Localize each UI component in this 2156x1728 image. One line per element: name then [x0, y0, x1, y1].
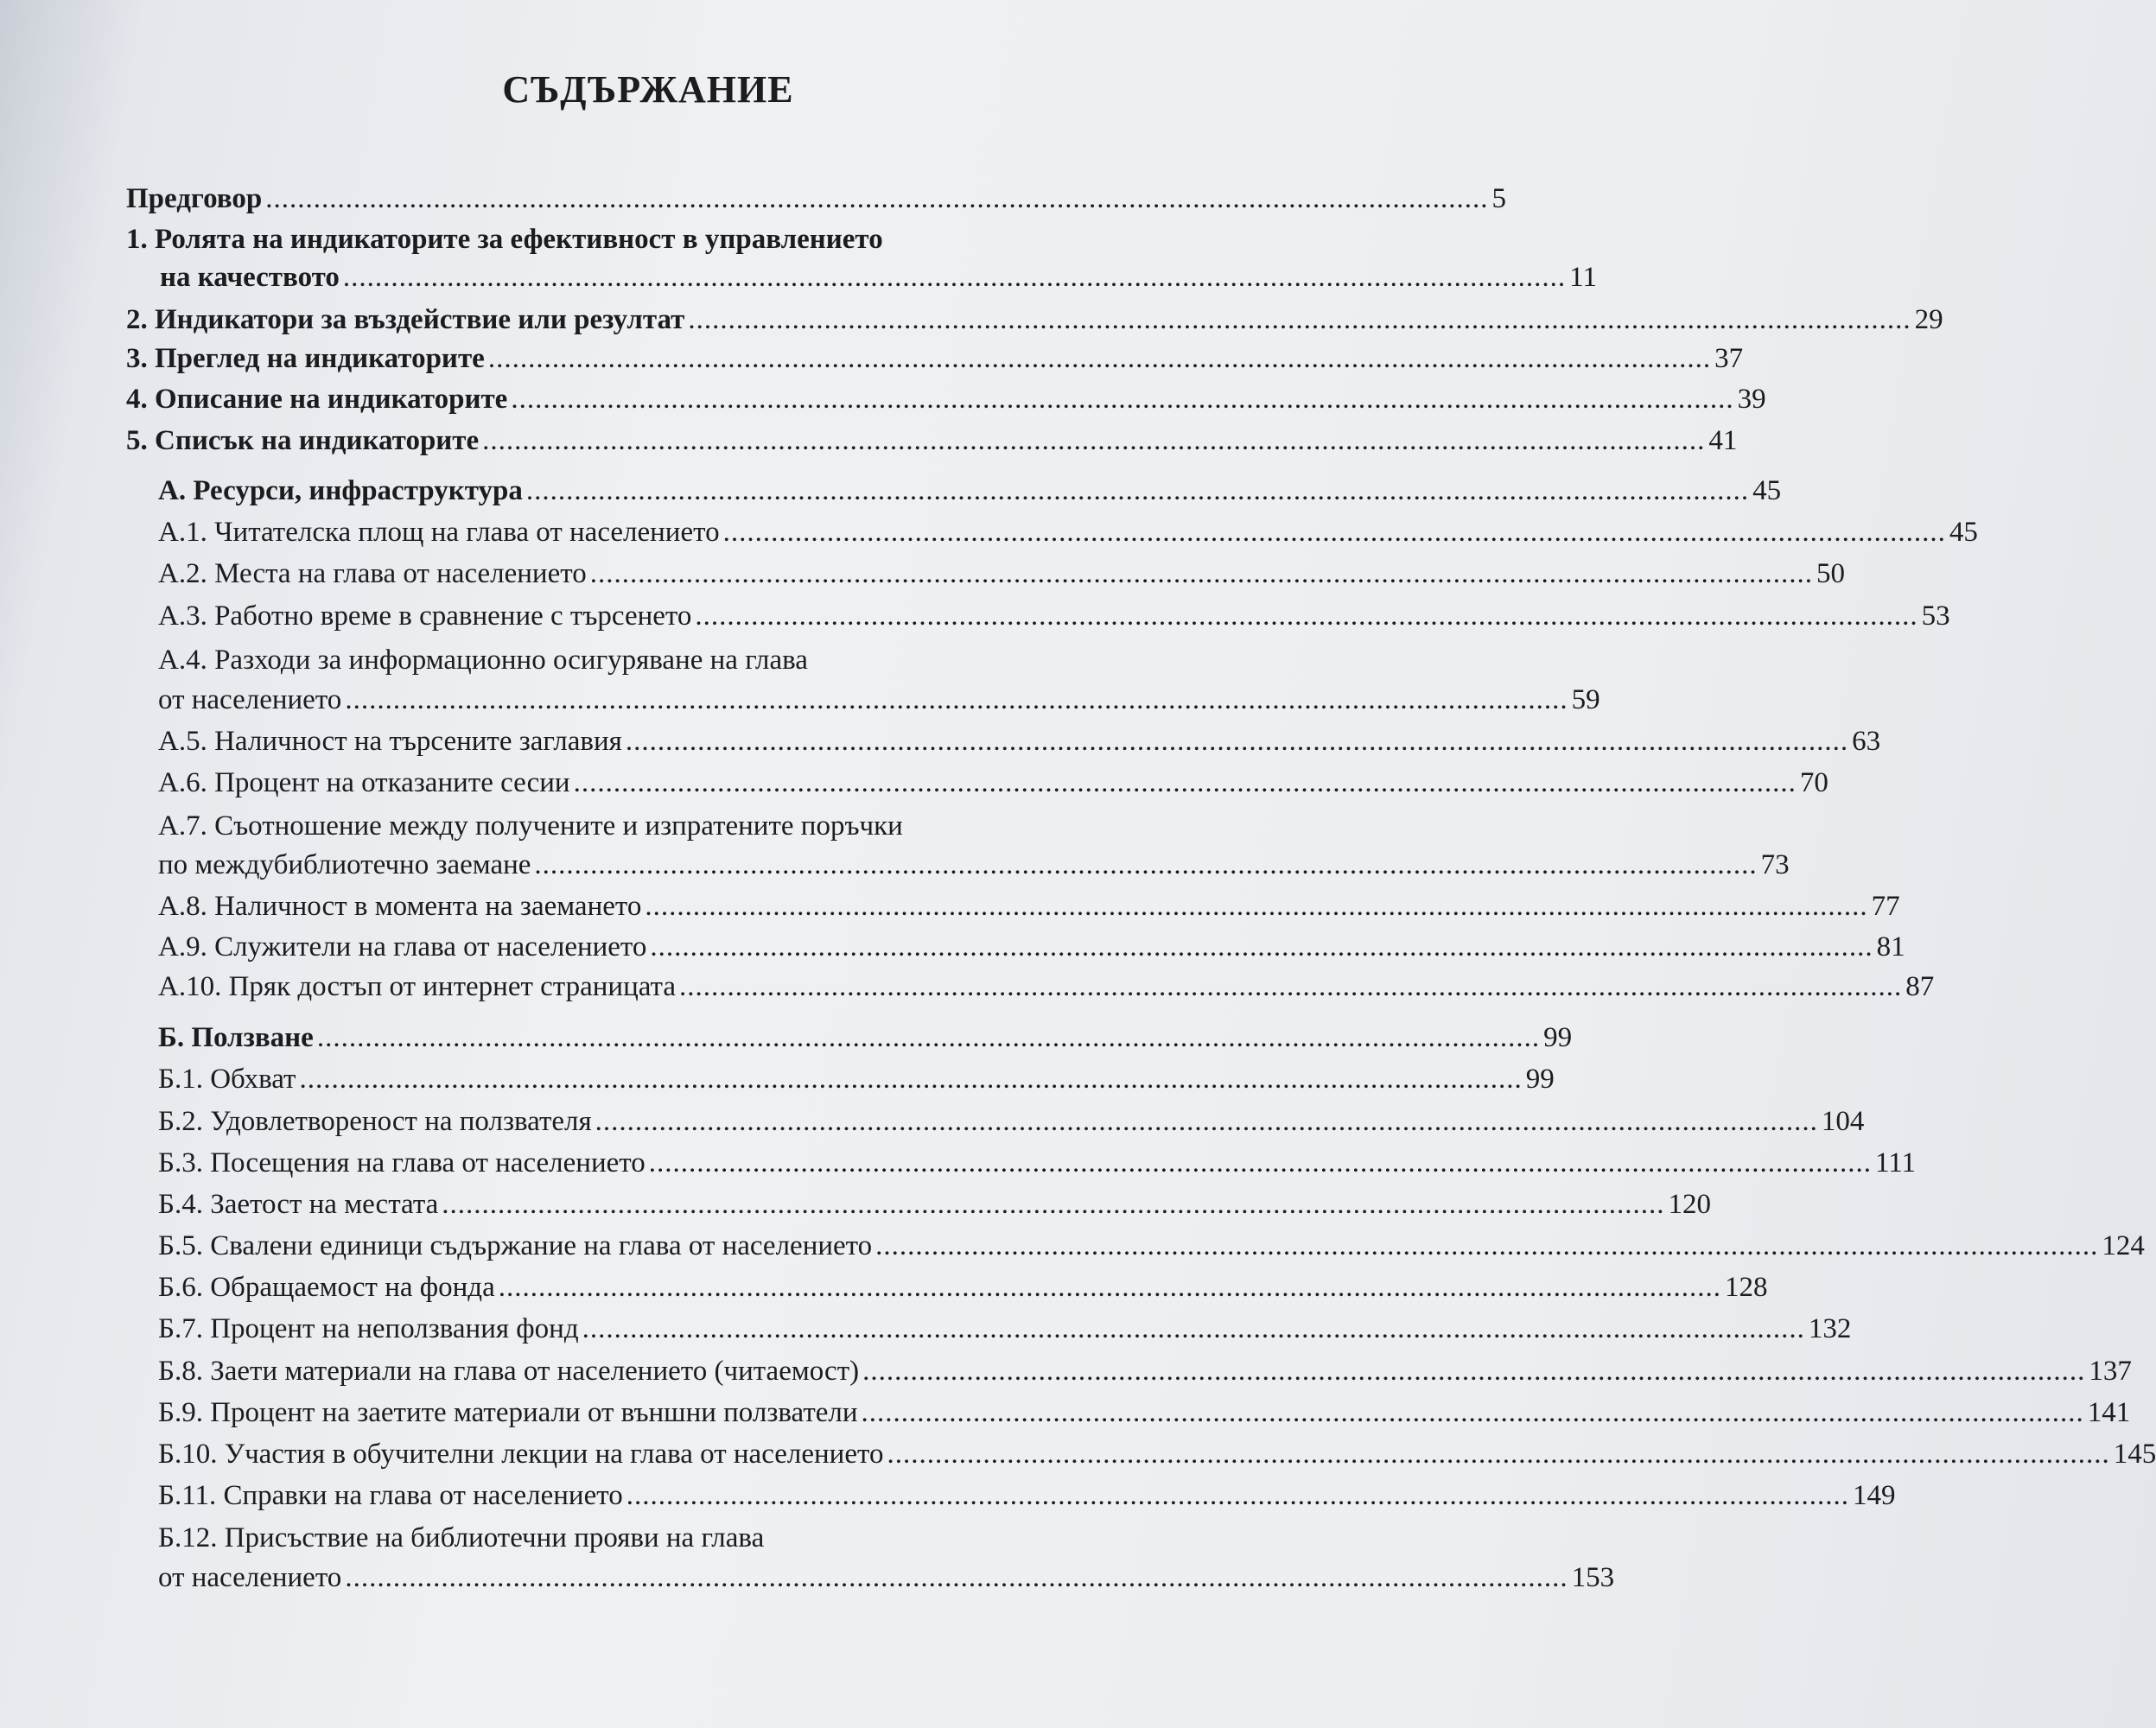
leader-dots: .........................................................................................................................................................: [511, 384, 1734, 415]
toc-page-number: 5: [1491, 183, 1506, 214]
toc-entry-1: [126, 260, 1597, 295]
toc-entry-3: [126, 341, 1744, 376]
toc-entry-b3: [158, 1146, 1917, 1180]
toc-page-number: 153: [1571, 1562, 1615, 1593]
toc-page-number: 77: [1871, 891, 1900, 922]
toc-entry-label: от населението: [158, 684, 342, 715]
toc-page-number: 120: [1668, 1189, 1712, 1220]
toc-entry-label: А. Ресурси, инфраструктура: [158, 475, 523, 506]
toc-entry-b10: [158, 1437, 2156, 1471]
toc-entry-preface: [126, 181, 1506, 216]
toc-page-number: 111: [1875, 1147, 1917, 1178]
toc-entry-a4: [158, 683, 1600, 717]
toc-entry-a10: [158, 969, 1935, 1004]
toc-page-number: 145: [2113, 1439, 2156, 1470]
toc-entry-a7: [158, 848, 1790, 882]
toc-entry-label: Б.8. Заети материали на глава от населението (читаемост): [158, 1356, 860, 1387]
toc-entry-label: Б.2. Удовлетвореност на ползвателя: [158, 1106, 592, 1137]
leader-dots: .........................................................................................................................................................: [534, 849, 1758, 880]
toc-entry-a6: [158, 766, 1828, 800]
toc-entry-a3: [158, 599, 1950, 633]
toc-page-number: 73: [1760, 849, 1790, 880]
toc-entry-b9: [158, 1395, 2131, 1430]
toc-entry-b12: [158, 1560, 1615, 1595]
leader-dots: .........................................................................................................................................................: [299, 1064, 1523, 1095]
toc-entry-b12-line1: Б.12. Присъствие на библиотечни прояви на глава: [158, 1522, 765, 1553]
toc-page-number: 70: [1799, 767, 1828, 798]
toc-entry-label: по междубиблиотечно заемане: [158, 849, 531, 880]
toc-entry-b2: [158, 1104, 1865, 1139]
toc-entry-label: 5. Списък на индикаторите: [126, 425, 480, 456]
toc-section-a: [158, 473, 1782, 508]
toc-entry-a5: [158, 724, 1881, 759]
toc-entry-label: А.6. Процент на отказаните сесии: [158, 767, 570, 798]
toc-entry-a1: [158, 515, 1978, 550]
toc-page-number: 39: [1737, 384, 1766, 415]
leader-dots: .........................................................................................................................................................: [862, 1356, 2086, 1387]
toc-entry-label: А.2. Места на глава от населението: [158, 558, 587, 589]
toc-page-number: 141: [2087, 1397, 2131, 1428]
toc-entry-label: Б.6. Обращаемост на фонда: [158, 1272, 495, 1303]
toc-page-number: 87: [1905, 971, 1935, 1002]
toc-entry-a9: [158, 930, 1905, 964]
toc-page-number: 99: [1543, 1022, 1573, 1053]
toc-page-number: 53: [1921, 600, 1950, 632]
leader-dots: .........................................................................................................................................................: [582, 1313, 1805, 1344]
leader-dots: .........................................................................................................................................................: [487, 343, 1712, 374]
leader-dots: .........................................................................................................................................................: [648, 1147, 1872, 1178]
toc-entry-label: Б. Ползване: [158, 1022, 314, 1053]
leader-dots: .........................................................................................................................................................: [345, 1562, 1568, 1593]
toc-entry-2: [126, 302, 1943, 337]
toc-entry-label: от населението: [158, 1562, 342, 1593]
leader-dots: .........................................................................................................................................................: [861, 1397, 2084, 1428]
toc-entry-b6: [158, 1270, 1768, 1305]
toc-page-number: 63: [1852, 726, 1881, 757]
toc-entry-label: 4. Описание на индикаторите: [126, 384, 508, 415]
toc-page-number: 11: [1569, 262, 1597, 293]
toc-page-number: 128: [1724, 1272, 1768, 1303]
toc-page-number: 132: [1808, 1313, 1852, 1344]
leader-dots: .........................................................................................................................................................: [442, 1189, 1665, 1220]
leader-dots: .........................................................................................................................................................: [722, 517, 1946, 548]
toc-entry-label: Б.10. Участия в обучителни лекции на глава от населението: [158, 1439, 884, 1470]
toc-page-number: 45: [1949, 517, 1978, 548]
toc-entry-a8: [158, 889, 1900, 924]
leader-dots: .........................................................................................................................................................: [695, 600, 1918, 632]
toc-page-number: 50: [1816, 558, 1845, 589]
toc-page-number: 59: [1571, 684, 1600, 715]
toc-entry-5: [126, 423, 1738, 458]
toc-page-number: 37: [1714, 343, 1744, 374]
toc-entry-label: Б.3. Посещения на глава от населението: [158, 1147, 646, 1178]
leader-dots: .........................................................................................................................................................: [342, 262, 1567, 293]
toc-entry-label: на качеството: [160, 262, 340, 293]
toc-entry-label: А.9. Служители на глава от населението: [158, 931, 647, 962]
toc-entry-label: Б.7. Процент на неползвания фонд: [158, 1313, 579, 1344]
leader-dots: .........................................................................................................................................................: [589, 558, 1813, 589]
toc-page-number: 124: [2102, 1230, 2145, 1261]
toc-entry-label: 2. Индикатори за въздействие или резултат: [126, 304, 685, 335]
toc-entry-label: А.1. Читателска площ на глава от населението: [158, 517, 720, 548]
toc-entry-label: А.3. Работно време в сравнение с търсенето: [158, 600, 692, 632]
leader-dots: .........................................................................................................................................................: [626, 1480, 1849, 1511]
leader-dots: .........................................................................................................................................................: [316, 1022, 1541, 1053]
toc-page-number: 29: [1914, 304, 1943, 335]
toc-entry-label: А.8. Наличност в момента на заемането: [158, 891, 642, 922]
leader-dots: .........................................................................................................................................................: [875, 1230, 2099, 1261]
toc-page-number: 41: [1708, 425, 1738, 456]
toc-page-number: 137: [2089, 1356, 2132, 1387]
toc-entry-b4: [158, 1187, 1712, 1222]
toc-page-number: 104: [1821, 1106, 1865, 1137]
toc-page-number: 99: [1525, 1064, 1555, 1095]
leader-dots: .........................................................................................................................................................: [573, 767, 1797, 798]
toc-entry-label: 3. Преглед на индикаторите: [126, 343, 485, 374]
leader-dots: .........................................................................................................................................................: [498, 1272, 1721, 1303]
leader-dots: .........................................................................................................................................................: [625, 726, 1849, 757]
leader-dots: .........................................................................................................................................................: [650, 931, 1873, 962]
toc-section-b: [158, 1020, 1573, 1055]
toc-entry-label: А.10. Пряк достъп от интернет страницата: [158, 971, 676, 1002]
toc-entry-a7-line1: А.7. Съотношение между получените и изпратените поръчки: [158, 810, 903, 842]
leader-dots: .........................................................................................................................................................: [345, 684, 1568, 715]
leader-dots: .........................................................................................................................................................: [887, 1439, 2110, 1470]
toc-entry-label: Б.4. Заетост на местата: [158, 1189, 439, 1220]
toc-page-number: 81: [1876, 931, 1905, 962]
toc-entry-label: Б.11. Справки на глава от населението: [158, 1480, 623, 1511]
toc-page-number: 45: [1752, 475, 1782, 506]
toc-entry-b7: [158, 1312, 1852, 1346]
leader-dots: .........................................................................................................................................................: [265, 183, 1489, 214]
toc-entry-label: Б.5. Свалени единици съдържание на глава от населението: [158, 1230, 873, 1261]
toc-entry-b1: [158, 1062, 1555, 1096]
toc-entry-b5: [158, 1229, 2145, 1263]
toc-entry-a2: [158, 556, 1845, 591]
toc-entry-b11: [158, 1478, 1896, 1513]
toc-entry-label: А.5. Наличност на търсените заглавия: [158, 726, 622, 757]
toc-entry-1-line1: 1. Ролята на индикаторите за ефективност в управлението: [126, 224, 883, 255]
toc-entry-4: [126, 382, 1766, 416]
leader-dots: .........................................................................................................................................................: [688, 304, 1911, 335]
toc-page-number: 149: [1852, 1480, 1896, 1511]
leader-dots: .........................................................................................................................................................: [679, 971, 1903, 1002]
page-title: СЪДЪРЖАНИЕ: [502, 68, 794, 111]
toc-entry-label: Предговор: [126, 183, 263, 214]
toc-entry-a4-line1: А.4. Разходи за информационно осигуряване на глава: [158, 645, 808, 676]
leader-dots: .........................................................................................................................................................: [595, 1106, 1818, 1137]
toc-entry-b8: [158, 1354, 2132, 1388]
leader-dots: .........................................................................................................................................................: [482, 425, 1706, 456]
toc-entry-label: Б.1. Обхват: [158, 1064, 296, 1095]
toc-entry-label: Б.9. Процент на заетите материали от външни ползватели: [158, 1397, 858, 1428]
leader-dots: .........................................................................................................................................................: [525, 475, 1750, 506]
leader-dots: .........................................................................................................................................................: [645, 891, 1868, 922]
